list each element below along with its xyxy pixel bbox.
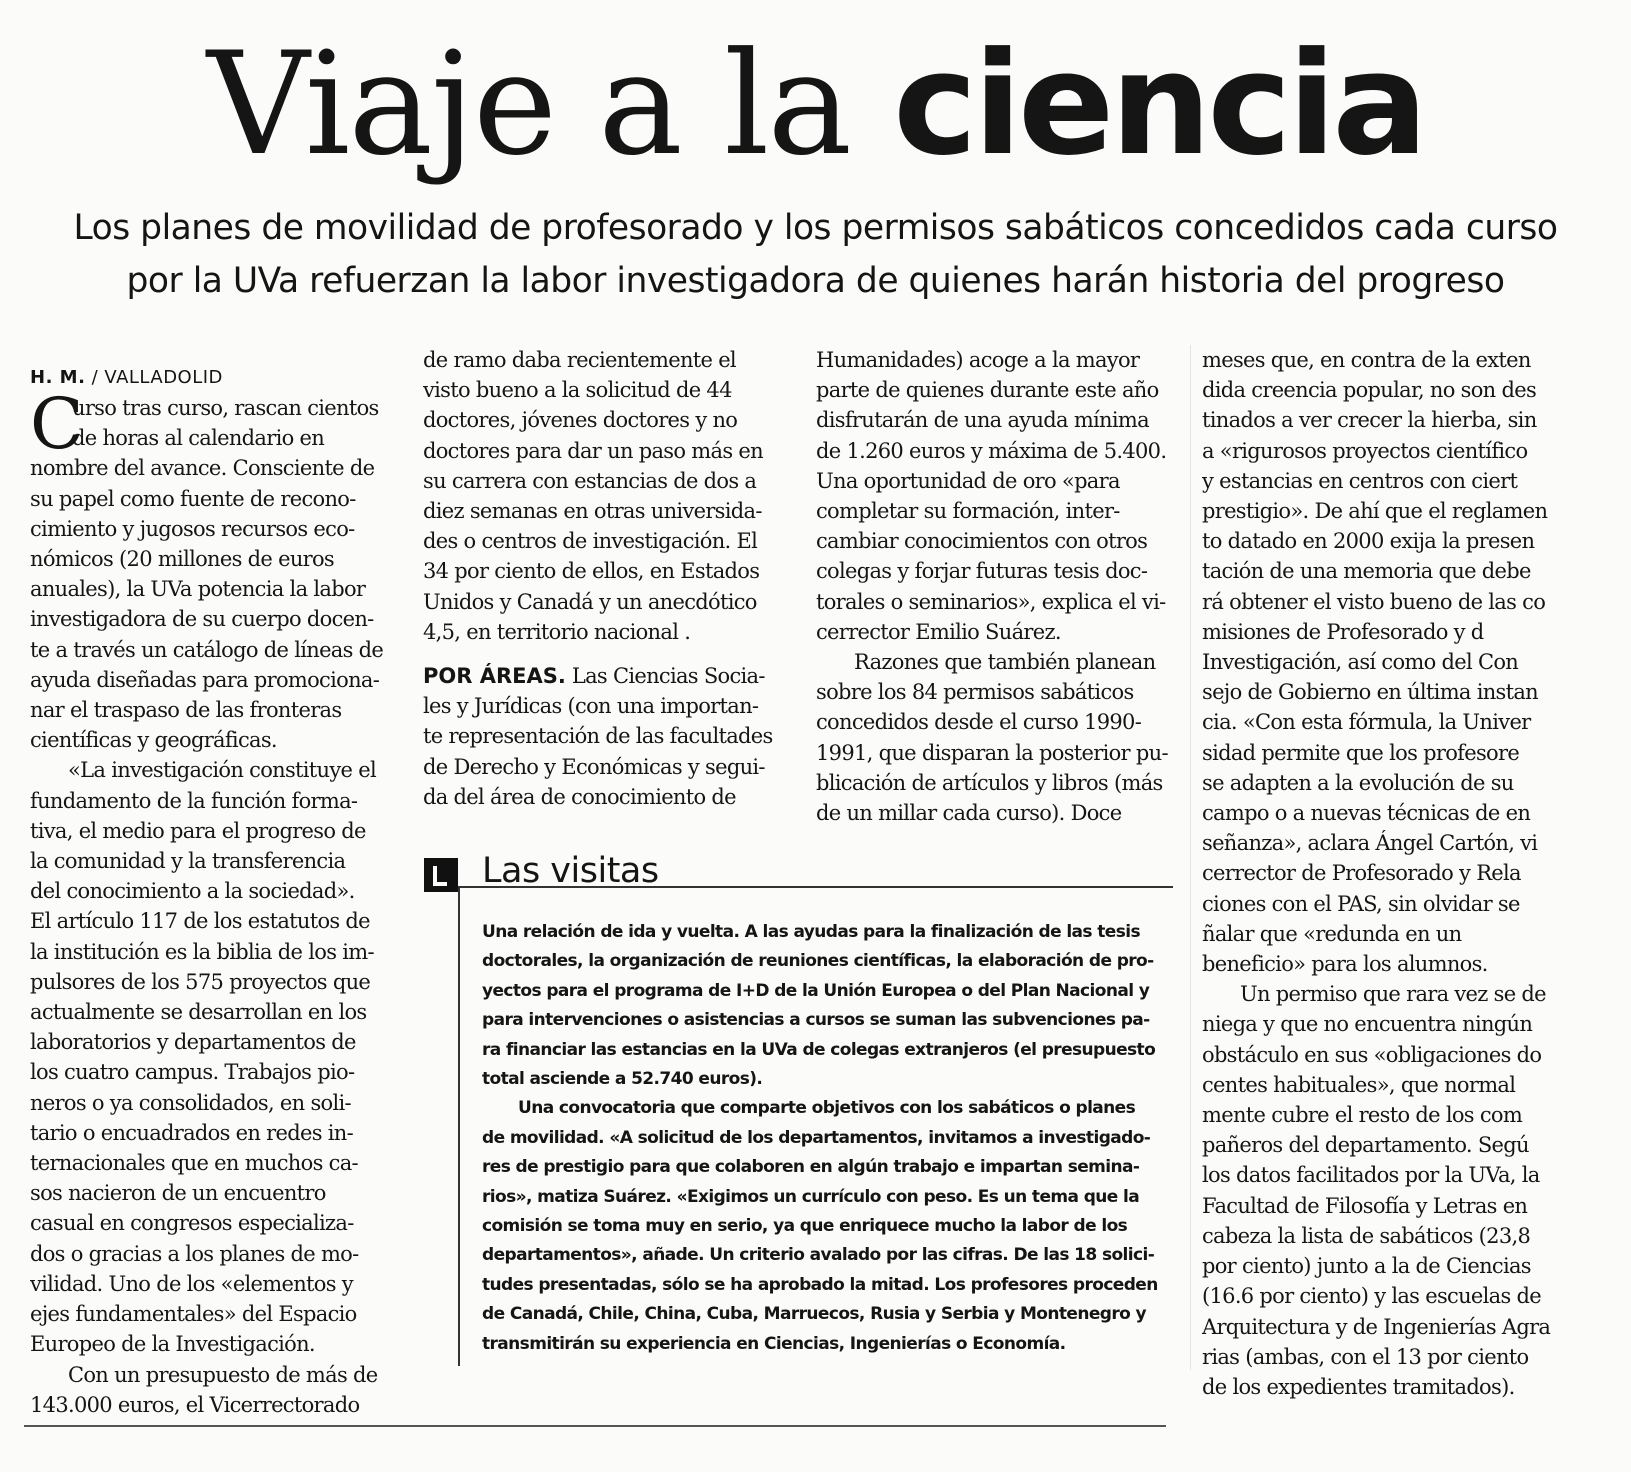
text-line: des o centros de investigación. El	[423, 529, 758, 554]
text-line: rias (ambas, con el 13 por ciento	[1202, 1344, 1529, 1369]
text-line: prestigio». De ahí que el reglamen	[1202, 499, 1548, 524]
article-column-1	[30, 367, 415, 1420]
text-line: Facultad de Filosofía y Letras en	[1202, 1193, 1528, 1218]
text-line: Humanidades) acoge a la mayor	[816, 348, 1140, 372]
text-line: laboratorios y departamentos de	[30, 1030, 356, 1055]
text-line: te a través un catálogo de líneas de	[30, 637, 384, 662]
text-line: «La investigación constituye el	[68, 758, 376, 783]
text-line: 34 por ciento de ellos, en Estados	[423, 559, 760, 584]
text-line: científicas y geográficas.	[30, 728, 277, 753]
text-line: cambiar conocimientos con otros	[816, 529, 1148, 554]
text-line: 143.000 euros, el Vicerrectorado	[30, 1392, 360, 1417]
text-line: tinados a ver crecer la hierba, sin	[1202, 408, 1537, 433]
sidebar-marker-icon	[424, 858, 458, 892]
text-line: de un millar cada curso). Doce	[816, 801, 1122, 826]
text-line: tudes presentadas, sólo se ha aprobado la mitad. Los profesores proceden	[482, 1274, 1158, 1295]
text-line: de 1.260 euros y máxima de 5.400.	[816, 438, 1167, 463]
text-line: Un permiso que rara vez se de	[1240, 982, 1546, 1007]
text-line: torales o seminarios», explica el vi-	[816, 589, 1166, 614]
text-line: investigadora de su cuerpo docen-	[30, 607, 374, 632]
text-line: ayuda diseñadas para promociona-	[30, 667, 380, 692]
text-line: de los expedientes tramitados).	[1202, 1374, 1515, 1399]
text-line: cerrector de Profesorado y Rela	[1202, 861, 1521, 886]
headline-light: Viaje a la	[206, 22, 851, 187]
text-line: neros o ya consolidados, en soli-	[30, 1090, 351, 1115]
text-line: Arquitectura y de Ingenierías Agra	[1202, 1314, 1551, 1339]
headline-bold: ciencia	[893, 22, 1425, 187]
text-line: campo o a nuevas técnicas de en	[1202, 801, 1531, 826]
text-line: de movilidad. «A solicitud de los departamentos, invitamos a investigado-	[482, 1127, 1151, 1148]
text-line: se adapten a la evolución de su	[1202, 770, 1514, 795]
text-line: la institución es la biblia de los im-	[30, 939, 374, 964]
sidebar-title: Las visitas	[482, 851, 659, 891]
text-line: de horas al calendario en	[72, 426, 325, 451]
text-line: pulsores de los 575 proyectos que	[30, 969, 371, 994]
text-line: los cuatro campus. Trabajos pio-	[30, 1060, 355, 1085]
text-line: comisión se toma muy en serio, ya que enriquece mucho la labor de los	[482, 1216, 1128, 1237]
text-line: cimiento y jugosos recursos eco-	[30, 516, 355, 541]
text-line: visto bueno a la solicitud de 44	[423, 378, 732, 403]
byline-location: / VALLADOLID	[85, 367, 223, 388]
text-line: sejo de Gobierno en última instan	[1202, 680, 1539, 705]
sidebar-left-rule	[458, 886, 460, 1366]
text-line: y estancias en centros con ciert	[1202, 468, 1518, 493]
text-line: 1991, que disparan la posterior pu-	[816, 740, 1168, 765]
text-line: dos o gracias a los planes de mo-	[30, 1241, 359, 1266]
text-line: a «rigurosos proyectos científico	[1202, 438, 1528, 463]
text-line: beneficio» para los alumnos.	[1202, 952, 1488, 977]
text-line: de Derecho y Económicas y segui-	[423, 754, 765, 779]
text-line: fundamento de la función forma-	[30, 788, 358, 813]
text-line: Razones que también planean	[854, 650, 1156, 675]
text-line: niega y que no encuentra ningún	[1202, 1012, 1533, 1037]
text-line: los datos facilitados por la UVa, la	[1202, 1163, 1540, 1188]
text-line: doctores, jóvenes doctores y no	[423, 408, 738, 433]
text-line: colegas y forjar futuras tesis doc-	[816, 559, 1148, 584]
text-line: departamentos», añade. Un criterio avalado por las cifras. De las 18 solici-	[482, 1245, 1155, 1266]
text-line: su papel como fuente de recono-	[30, 486, 356, 511]
text-line: casual en congresos especializa-	[30, 1211, 354, 1236]
text-line: ra financiar las estancias en la UVa de colegas extranjeros (el presupuesto	[482, 1039, 1156, 1060]
text-line: obstáculo en sus «obligaciones do	[1202, 1042, 1542, 1067]
text-line: ejes fundamentales» del Espacio	[30, 1302, 357, 1327]
subhead-line: por la UVa refuerzan la labor investigadora de quienes harán historia del progreso	[126, 261, 1505, 301]
text-line: cerrector Emilio Suárez.	[816, 619, 1061, 644]
text-line: meses que, en contra de la exten	[1202, 348, 1531, 372]
text-line: sobre los 84 permisos sabáticos	[816, 680, 1134, 705]
article-column-4	[1202, 345, 1552, 1402]
text-line: Investigación, así como del Con	[1202, 650, 1519, 675]
text-line: nombre del avance. Consciente de	[30, 456, 375, 481]
kicker-text: Las Ciencias Socia-	[565, 664, 765, 689]
text-line: vilidad. Uno de los «elementos y	[30, 1271, 353, 1296]
text-line: Una relación de ida y vuelta. A las ayudas para la finalización de las tesis	[482, 922, 1140, 942]
text-line: Unidos y Canadá y un anecdótico	[423, 589, 757, 614]
byline-author: H. M.	[30, 367, 86, 388]
text-line: te representación de las facultades	[423, 724, 773, 749]
text-line: transmitirán su experiencia en Ciencias, Ingenierías o Economía.	[482, 1333, 1066, 1354]
text-line: cabeza la lista de sabáticos (23,8	[1202, 1223, 1531, 1248]
text-line: sos nacieron de un encuentro	[30, 1181, 326, 1206]
text-line: concedidos desde el curso 1990-	[816, 710, 1142, 735]
text-line: misiones de Profesorado y d	[1202, 619, 1484, 644]
text-line: Europeo de la Investigación.	[30, 1332, 315, 1357]
text-line: da del área de conocimiento de	[423, 784, 736, 809]
column-divider	[1190, 345, 1191, 1370]
section-kicker: POR ÁREAS.	[423, 664, 566, 689]
text-line: para intervenciones o asistencias a cursos se suman las subvenciones pa-	[482, 1010, 1150, 1031]
text-line: la comunidad y la transferencia	[30, 849, 346, 874]
drop-cap: C	[30, 383, 83, 465]
byline	[30, 367, 415, 389]
text-line: disfrutarán de una ayuda mínima	[816, 408, 1149, 433]
text-line: pañeros del departamento. Segú	[1202, 1133, 1529, 1158]
text-line: señanza», aclara Ángel Cartón, vi	[1202, 831, 1538, 856]
text-line: yectos para el programa de I+D de la Unión Europea o del Plan Nacional y	[482, 980, 1150, 1001]
text-line: sidad permite que los profesore	[1202, 740, 1520, 765]
text-line: les y Jurídicas (con una importan-	[423, 694, 759, 719]
headline	[0, 20, 1631, 190]
text-line: urso tras curso, rascan cientos	[72, 396, 379, 420]
text-line: blicación de artículos y libros (más	[816, 770, 1163, 795]
text-line	[423, 661, 788, 691]
text-line: mente cubre el resto de los com	[1202, 1103, 1523, 1128]
bottom-rule	[24, 1425, 1166, 1427]
text-line: ñalar que «redunda en un	[1202, 921, 1462, 946]
text-line: 4,5, en territorio nacional .	[423, 619, 691, 644]
text-line: ternacionales que en muchos ca-	[30, 1151, 358, 1176]
article-column-3	[816, 345, 1181, 828]
subheadline	[30, 202, 1601, 308]
text-line: ciones con el PAS, sin olvidar se	[1202, 891, 1520, 916]
text-line: del conocimiento a la sociedad».	[30, 879, 355, 904]
subhead-line: Los planes de movilidad de profesorado y los permisos sabáticos concedidos cada curso	[73, 208, 1558, 248]
text-line: su carrera con estancias de dos a	[423, 468, 757, 493]
text-line: tación de una memoria que debe	[1202, 559, 1531, 584]
text-line: por ciento) junto a la de Ciencias	[1202, 1254, 1531, 1279]
text-line: de Canadá, Chile, China, Cuba, Marruecos, Rusia y Serbia y Montenegro y	[482, 1304, 1146, 1325]
text-line: dida creencia popular, no son des	[1202, 378, 1537, 403]
sidebar-body	[482, 918, 1162, 1359]
paragraph-gap	[423, 647, 788, 661]
text-line: Una oportunidad de oro «para	[816, 468, 1120, 493]
text-line: res de prestigio para que colaboren en algún trabajo e impartan semina-	[482, 1157, 1140, 1178]
article-column-2	[423, 345, 788, 812]
text-line: parte de quienes durante este año	[816, 378, 1159, 403]
text-line: rios», matiza Suárez. «Exigimos un currículo con peso. Es un tema que la	[482, 1186, 1140, 1207]
text-line: completar su formación, inter-	[816, 499, 1120, 524]
text-line: rá obtener el visto bueno de las co	[1202, 589, 1546, 614]
text-line: nómicos (20 millones de euros	[30, 547, 335, 572]
text-line: total asciende a 52.740 euros).	[482, 1069, 763, 1090]
text-line: tario o encuadrados en redes in-	[30, 1120, 354, 1145]
text-line: tiva, el medio para el progreso de	[30, 818, 366, 843]
text-line: de ramo daba recientemente el	[423, 348, 736, 372]
text-line: nar el traspaso de las fronteras	[30, 698, 342, 723]
sidebar-top-rule	[458, 886, 1173, 888]
text-line: doctorales, la organización de reuniones científicas, la elaboración de pro-	[482, 951, 1154, 972]
text-line: (16.6 por ciento) y las escuelas de	[1202, 1284, 1542, 1309]
text-line: anuales), la UVa potencia la labor	[30, 577, 366, 602]
text-line: cia. «Con esta fórmula, la Univer	[1202, 710, 1531, 735]
text-line: doctores para dar un paso más en	[423, 438, 763, 463]
text-line: centes habituales», que normal	[1202, 1072, 1516, 1097]
text-line: actualmente se desarrollan en los	[30, 1000, 367, 1025]
text-line: to datado en 2000 exija la presen	[1202, 529, 1535, 554]
text-line: diez semanas en otras universida-	[423, 499, 762, 524]
text-line: Con un presupuesto de más de	[68, 1362, 378, 1387]
text-line: Una convocatoria que comparte objetivos con los sabáticos o planes	[518, 1098, 1136, 1119]
text-line: El artículo 117 de los estatutos de	[30, 909, 370, 934]
